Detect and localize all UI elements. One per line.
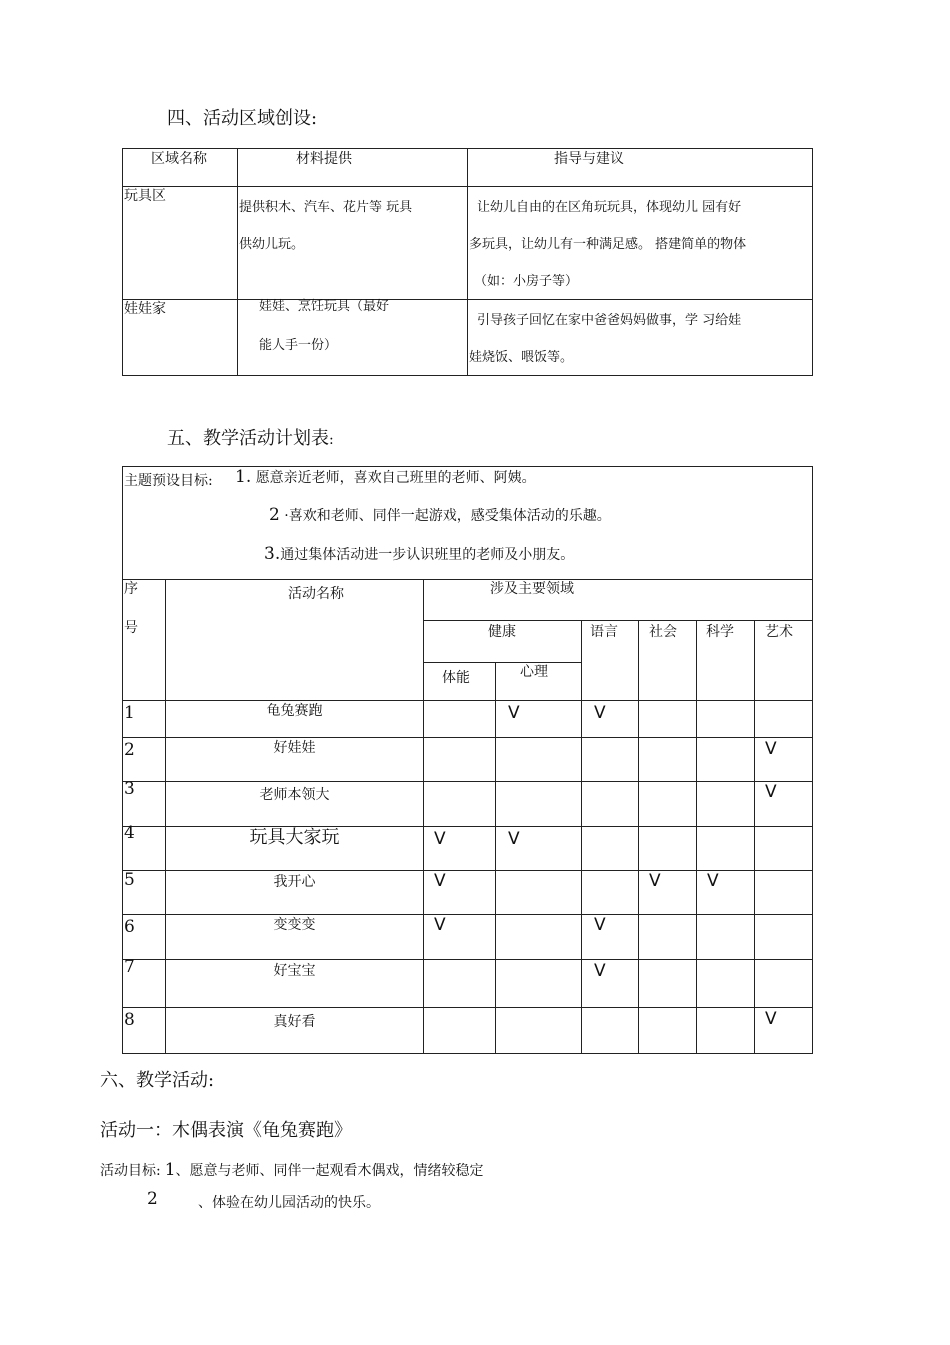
table-row xyxy=(123,701,813,738)
materials-line: 能人手一份） xyxy=(259,338,338,353)
check-mark: V xyxy=(765,739,777,759)
area-name: 娃娃家 xyxy=(124,301,166,317)
activity-title: 活动一：木偶表演《龟兔赛跑》 xyxy=(100,1120,352,1141)
table-row xyxy=(123,827,813,871)
goals-row xyxy=(123,467,813,580)
goal-item: 2 ·喜欢和老师、同伴一起游戏，感受集体活动的乐趣。 xyxy=(269,505,611,525)
area-table-header xyxy=(123,149,813,187)
header-health: 健康 xyxy=(488,624,516,640)
activity-number: 6 xyxy=(124,917,135,937)
header-seq: 号 xyxy=(124,620,138,636)
guidance-line: 娃烧饭、喂饭等。 xyxy=(469,350,574,365)
activity-goal-line2: 、体验在幼儿园活动的快乐。 xyxy=(198,1195,380,1211)
area-row-toys xyxy=(123,187,813,300)
activity-number: 3 xyxy=(124,779,135,799)
header-area-name: 区域名称 xyxy=(151,151,207,167)
check-mark: V xyxy=(707,871,719,891)
check-mark: V xyxy=(765,782,777,802)
header-mental: 心理 xyxy=(520,664,548,680)
section6-heading: 六、教学活动: xyxy=(100,1070,215,1091)
table-row xyxy=(123,871,813,915)
header-seq: 序 xyxy=(124,581,138,597)
activity-name: 好宝宝 xyxy=(273,963,316,979)
header-guidance: 指导与建议 xyxy=(554,151,624,167)
section4-heading: 四、活动区域创设: xyxy=(167,108,318,129)
table-row xyxy=(123,1008,813,1054)
guidance-line: 让幼儿自由的在区角玩玩具，体现幼儿 园有好 xyxy=(477,200,742,215)
guidance-line: （如：小房子等） xyxy=(474,274,579,289)
goal-label: 主题预设目标: xyxy=(124,473,213,489)
guidance-line: 引导孩子回忆在家中爸爸妈妈做事，学 习给娃 xyxy=(477,313,742,328)
activity-name: 变变变 xyxy=(273,917,316,933)
header-social: 社会 xyxy=(649,624,677,640)
guidance-line: 多玩具，让幼儿有一种满足感。 搭建简单的物体 xyxy=(469,237,747,252)
goal-item: 3.通过集体活动进一步认识班里的老师及小朋友。 xyxy=(264,544,575,564)
activity-number: 2 xyxy=(124,740,135,760)
header-language: 语言 xyxy=(590,624,618,640)
header-domains: 涉及主要领域 xyxy=(490,581,574,597)
materials-line: 提供积木、汽车、花片等 玩具 xyxy=(239,200,413,215)
area-row-dollhouse xyxy=(123,300,813,376)
activity-name: 好娃娃 xyxy=(273,740,316,756)
activity-number: 1 xyxy=(124,703,135,723)
activity-number: 5 xyxy=(124,870,135,890)
goal-item: 1. 愿意亲近老师，喜欢自己班里的老师、阿姨。 xyxy=(235,467,536,487)
check-mark: V xyxy=(508,829,520,849)
activity-goal-num: 2 xyxy=(147,1189,158,1209)
check-mark: V xyxy=(649,871,661,891)
table-row xyxy=(123,738,813,782)
activity-name: 我开心 xyxy=(273,874,316,890)
header-physical: 体能 xyxy=(442,670,470,686)
area-table xyxy=(122,148,813,376)
table-row xyxy=(123,915,813,960)
header-materials: 材料提供 xyxy=(296,151,352,167)
activity-number: 7 xyxy=(124,957,135,977)
activity-number: 8 xyxy=(124,1010,135,1030)
activity-number: 4 xyxy=(124,823,135,843)
check-mark: V xyxy=(434,915,446,935)
area-name: 玩具区 xyxy=(124,188,166,204)
activity-name: 龟兔赛跑 xyxy=(266,703,323,719)
check-mark: V xyxy=(594,703,606,723)
check-mark: V xyxy=(434,829,446,849)
materials-line: 供幼儿玩。 xyxy=(239,237,305,252)
table-row xyxy=(123,782,813,827)
plan-table xyxy=(122,466,813,1054)
header-activity-name: 活动名称 xyxy=(288,586,344,602)
check-mark: V xyxy=(594,915,606,935)
check-mark: V xyxy=(594,961,606,981)
check-mark: V xyxy=(765,1009,777,1029)
activity-goal-line1: 活动目标: 1、愿意与老师、同伴一起观看木偶戏，情绪较稳定 xyxy=(100,1160,484,1180)
check-mark: V xyxy=(508,703,520,723)
header-art: 艺术 xyxy=(765,624,793,640)
check-mark: V xyxy=(434,871,446,891)
activity-name: 真好看 xyxy=(273,1014,316,1030)
plan-body xyxy=(123,701,813,1054)
header-science: 科学 xyxy=(706,624,734,640)
table-row xyxy=(123,960,813,1008)
section5-heading: 五、教学活动计划表: xyxy=(167,428,334,449)
activity-name: 老师本领大 xyxy=(259,787,330,803)
plan-header-row1 xyxy=(123,580,813,621)
activity-name: 玩具大家玩 xyxy=(249,827,340,848)
materials-line: 娃娃、烹饪玩具（最好 xyxy=(259,299,390,314)
